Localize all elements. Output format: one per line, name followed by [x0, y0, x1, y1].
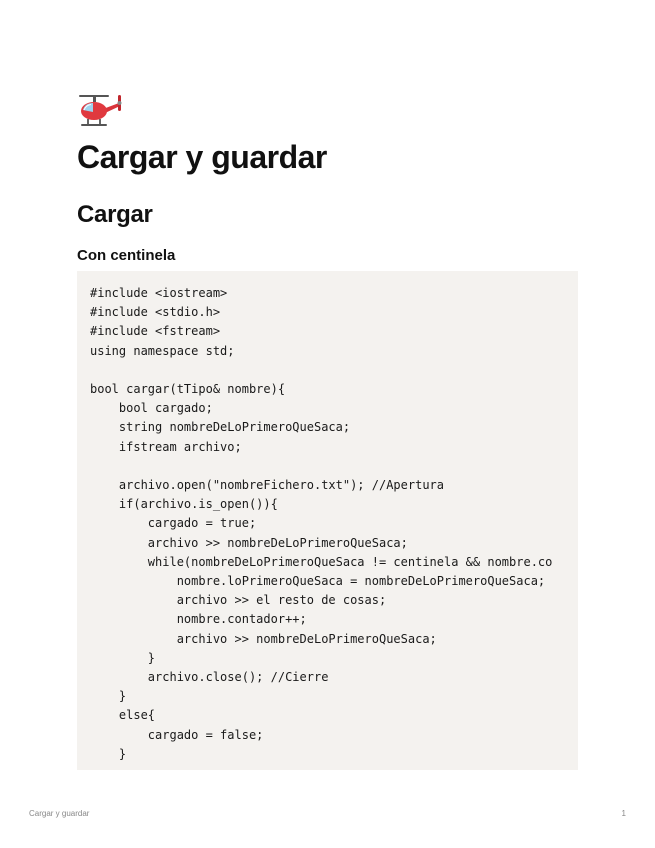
code-line: nombre.contador++; — [90, 612, 307, 627]
code-line: if(archivo.is_open()){ — [90, 497, 278, 512]
code-line: } — [90, 746, 127, 761]
helicopter-icon — [77, 91, 125, 131]
footer-title: Cargar y guardar — [29, 809, 90, 818]
code-line: #include <fstream> — [90, 324, 221, 339]
code-line: #include <stdio.h> — [90, 305, 221, 320]
code-line: #include <iostream> — [90, 286, 228, 300]
code-line: archivo >> nombreDeLoPrimeroQueSaca; — [90, 535, 408, 550]
code-line: archivo.open("nombreFichero.txt"); //Apertura — [90, 478, 445, 493]
code-line: } — [90, 689, 127, 704]
code-line: nombre.loPrimeroQueSaca = nombreDeLoPrimeroQueSaca; — [90, 574, 546, 589]
page-title: Cargar y guardar — [77, 139, 327, 175]
code-block — [77, 271, 578, 770]
code-line: archivo >> nombreDeLoPrimeroQueSaca; — [90, 631, 437, 646]
code-line: bool cargar(tTipo& nombre){ — [90, 382, 286, 397]
subsection-heading: Con centinela — [77, 247, 176, 264]
code-line: archivo.close(); //Cierre — [90, 670, 329, 685]
code-line: else{ — [90, 708, 156, 723]
code-line: while(nombreDeLoPrimeroQueSaca != centinela && nombre.co — [90, 554, 553, 569]
code-content — [90, 284, 552, 764]
code-line: cargado = false; — [90, 727, 264, 742]
code-line: ifstream archivo; — [90, 439, 242, 454]
code-line: } — [90, 650, 156, 665]
code-line: archivo >> el resto de cosas; — [90, 593, 387, 608]
section-heading: Cargar — [77, 201, 153, 228]
code-line: string nombreDeLoPrimeroQueSaca; — [90, 420, 351, 435]
code-line: cargado = true; — [90, 516, 257, 531]
page-number: 1 — [621, 809, 626, 818]
code-line: using namespace std; — [90, 343, 235, 358]
code-line: bool cargado; — [90, 401, 213, 416]
